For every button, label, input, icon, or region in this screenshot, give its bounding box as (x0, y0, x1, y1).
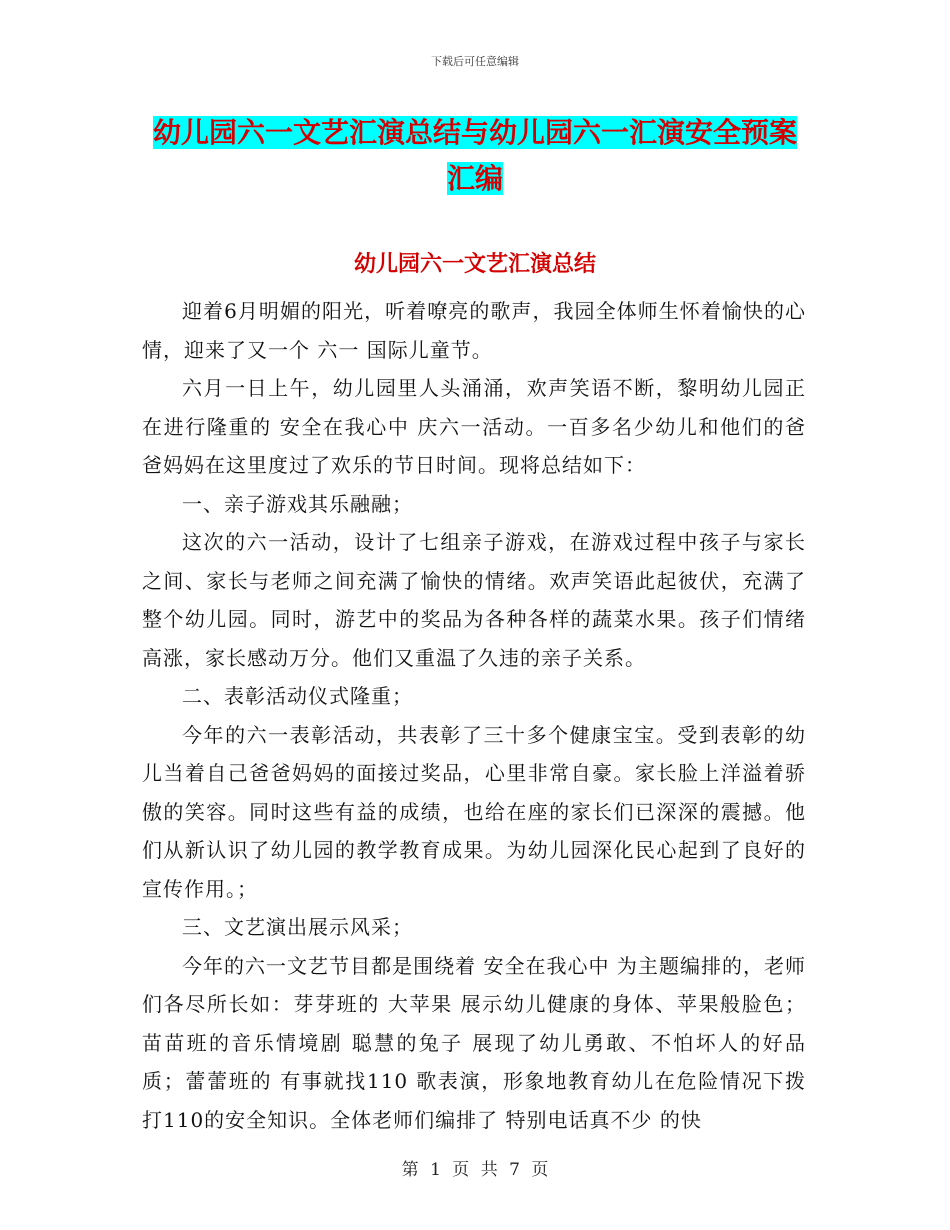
paragraph-heading: 一、亲子游戏其乐融融； (182, 491, 413, 516)
page-number: 第 1 页 共 7 页 (401, 1160, 549, 1180)
paragraph-heading: 二、表彰活动仪式隆重； (182, 684, 413, 708)
paragraph: 这次的六一活动，设计了七组亲子游戏，在游戏过程中孩子与家长之间、家长与老师之间充满了愉快的情绪。欢声笑语此起彼伏，充满了整个幼儿园。同时，游艺中的奖品为各种各样的蔬菜水果。孩子们情绪高涨，家长感动万分。他们又重温了久违的亲子关系。 (142, 530, 806, 670)
paragraph: 今年的六一表彰活动，共表彰了三十多个健康宝宝。受到表彰的幼儿当着自己爸爸妈妈的面接过奖品，心里非常自豪。家长脸上洋溢着骄傲的笑容。同时这些有益的成绩，也给在座的家长们已深深的震撼。他们从新认识了幼儿园的教学教育成果。为幼儿园深化民心起到了良好的宣传作用。； (142, 722, 806, 901)
document-body (142, 292, 806, 1139)
document-title-line2: 汇编 (446, 162, 503, 195)
paragraph: 六月一日上午，幼儿园里人头涌涌，欢声笑语不断，黎明幼儿园正在进行隆重的 安全在我心中 庆六一活动。一百多名少幼儿和他们的爸爸妈妈在这里度过了欢乐的节日时间。现将总结如下： (142, 376, 806, 477)
document-title (140, 110, 810, 202)
paragraph-heading: 三、文艺演出展示风采； (182, 915, 413, 939)
page-header-note: 下载后可任意编辑 (431, 55, 519, 68)
paragraph: 迎着6月明媚的阳光，听着嘹亮的歌声，我园全体师生怀着愉快的心情，迎来了又一个 六一 国际儿童节。 (142, 299, 806, 362)
section-title: 幼儿园六一文艺汇演总结 (353, 252, 596, 277)
document-title-line1: 幼儿园六一文艺汇演总结与幼儿园六一汇演安全预案 (152, 116, 797, 149)
paragraph: 今年的六一文艺节目都是围绕着 安全在我心中 为主题编排的，老师们各尽所长如：芽芽班的 大苹果 展示幼儿健康的身体、苹果般脸色；苗苗班的音乐情境剧 聪慧的兔子 展现了幼儿勇敢、不怕坏人的好品质；蕾蕾班的 有事就找110 歌表演，形象地教育幼儿在危险情况下拨打110的安全知识。全体老师们编排了 特别电话真不少 的快 (142, 953, 806, 1132)
